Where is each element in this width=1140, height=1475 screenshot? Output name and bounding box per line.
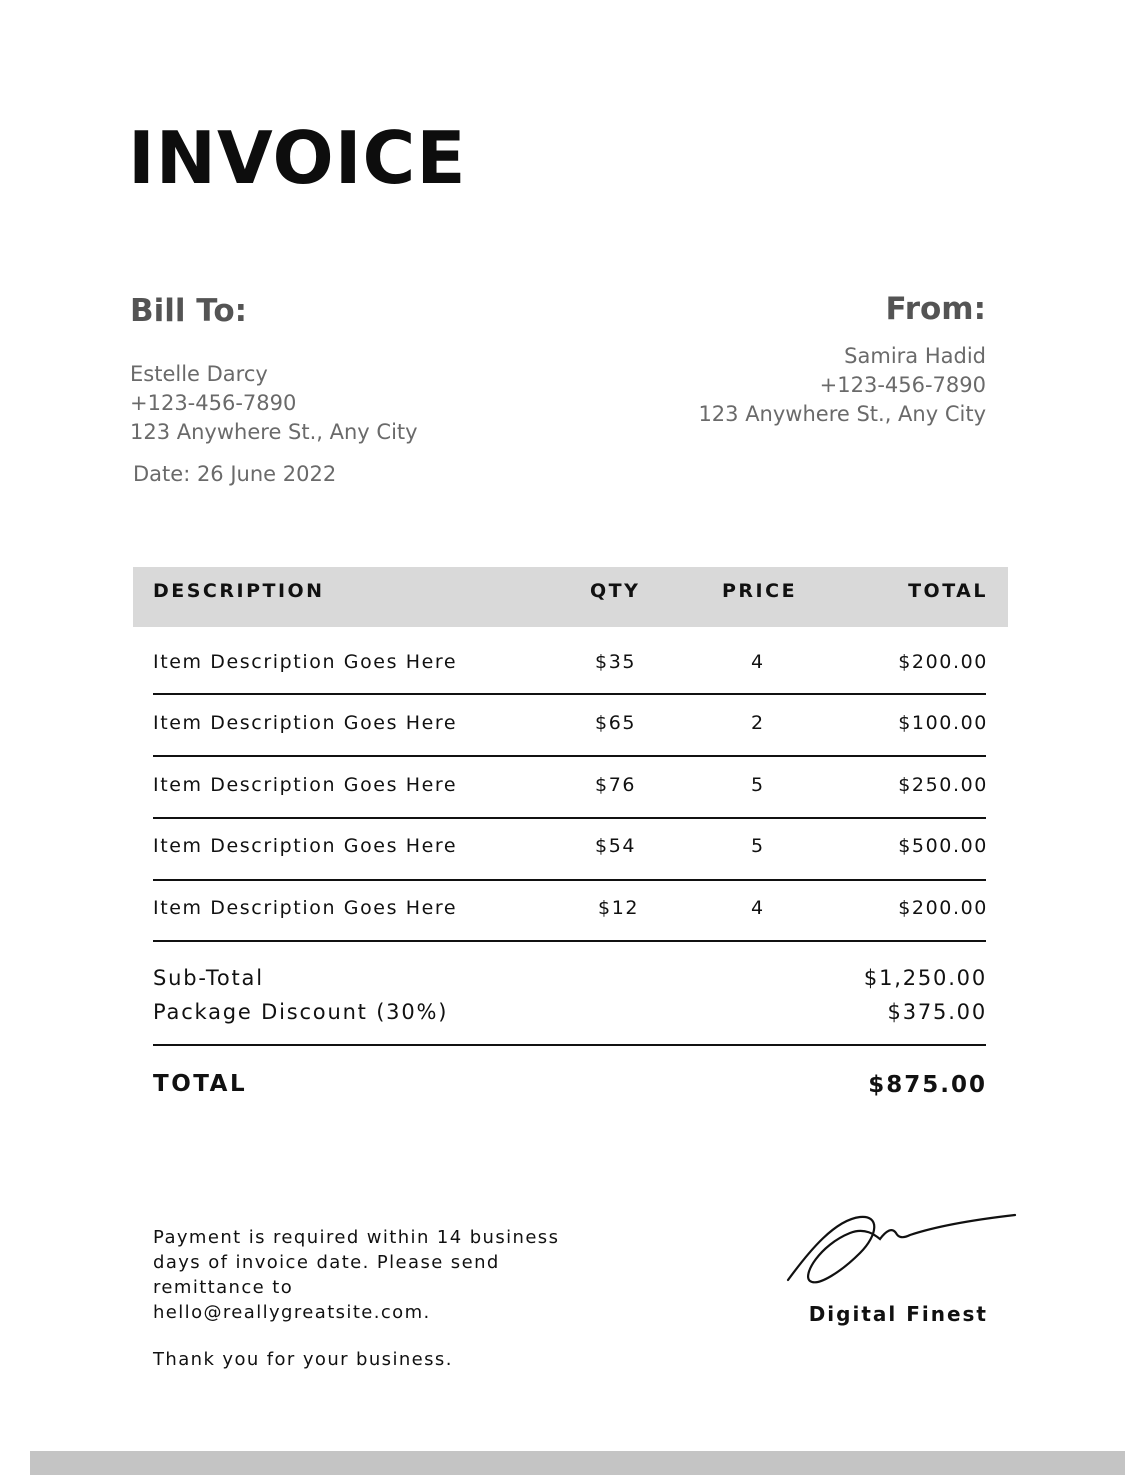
row-divider xyxy=(153,693,986,695)
payment-email: hello@reallygreatsite.com. xyxy=(153,1302,431,1323)
row-2-description: Item Description Goes Here xyxy=(153,712,458,734)
subtotal-label: Sub-Total xyxy=(153,966,264,990)
invoice-title: INVOICE xyxy=(128,116,467,200)
row-2-price: 2 xyxy=(751,712,765,734)
row-2-qty: $65 xyxy=(595,712,637,734)
from-phone: +123-456-7890 xyxy=(819,373,986,397)
from-address: 123 Anywhere St., Any City xyxy=(698,402,986,426)
row-2-total: $100.00 xyxy=(898,712,988,734)
row-1-total: $200.00 xyxy=(898,651,988,673)
row-3-qty: $76 xyxy=(595,774,637,796)
row-divider xyxy=(153,940,986,942)
from-heading: From: xyxy=(885,291,986,327)
row-4-description: Item Description Goes Here xyxy=(153,835,458,857)
signature-icon xyxy=(780,1205,1020,1295)
header-price: PRICE xyxy=(722,580,798,602)
row-1-description: Item Description Goes Here xyxy=(153,651,458,673)
bill-to-phone: +123-456-7890 xyxy=(130,391,297,415)
row-1-price: 4 xyxy=(751,651,765,673)
discount-label: Package Discount (30%) xyxy=(153,1000,449,1024)
row-divider xyxy=(153,817,986,819)
thank-you-note: Thank you for your business. xyxy=(153,1349,453,1370)
payment-note-line: Payment is required within 14 business xyxy=(153,1227,560,1248)
subtotal-value: $1,250.00 xyxy=(863,966,987,990)
header-qty: QTY xyxy=(590,580,641,602)
bill-to-name: Estelle Darcy xyxy=(130,362,268,386)
row-5-qty: $12 xyxy=(598,897,640,919)
header-description: DESCRIPTION xyxy=(153,580,325,602)
row-3-description: Item Description Goes Here xyxy=(153,774,458,796)
bill-to-address: 123 Anywhere St., Any City xyxy=(130,420,418,444)
header-total: TOTAL xyxy=(908,580,988,602)
bill-to-address-block xyxy=(130,360,418,447)
from-name: Samira Hadid xyxy=(844,344,986,368)
row-5-price: 4 xyxy=(751,897,765,919)
row-5-total: $200.00 xyxy=(898,897,988,919)
row-3-price: 5 xyxy=(751,774,765,796)
payment-note-line: days of invoice date. Please send xyxy=(153,1252,500,1273)
footer-bar xyxy=(30,1451,1125,1475)
payment-note xyxy=(153,1225,593,1325)
grand-total-label: TOTAL xyxy=(153,1071,248,1097)
company-name: Digital Finest xyxy=(808,1302,988,1326)
row-4-qty: $54 xyxy=(595,835,637,857)
discount-value: $375.00 xyxy=(887,1000,987,1024)
row-4-price: 5 xyxy=(751,835,765,857)
invoice-date: Date: 26 June 2022 xyxy=(133,462,337,486)
row-1-qty: $35 xyxy=(595,651,637,673)
bill-to-heading: Bill To: xyxy=(130,293,248,329)
from-address-block xyxy=(698,342,986,429)
row-divider xyxy=(153,879,986,881)
row-4-total: $500.00 xyxy=(898,835,988,857)
grand-total-value: $875.00 xyxy=(868,1072,987,1098)
row-divider xyxy=(153,755,986,757)
payment-note-line: remittance to xyxy=(153,1277,294,1298)
summary-divider xyxy=(153,1044,986,1046)
row-3-total: $250.00 xyxy=(898,774,988,796)
row-5-description: Item Description Goes Here xyxy=(153,897,458,919)
